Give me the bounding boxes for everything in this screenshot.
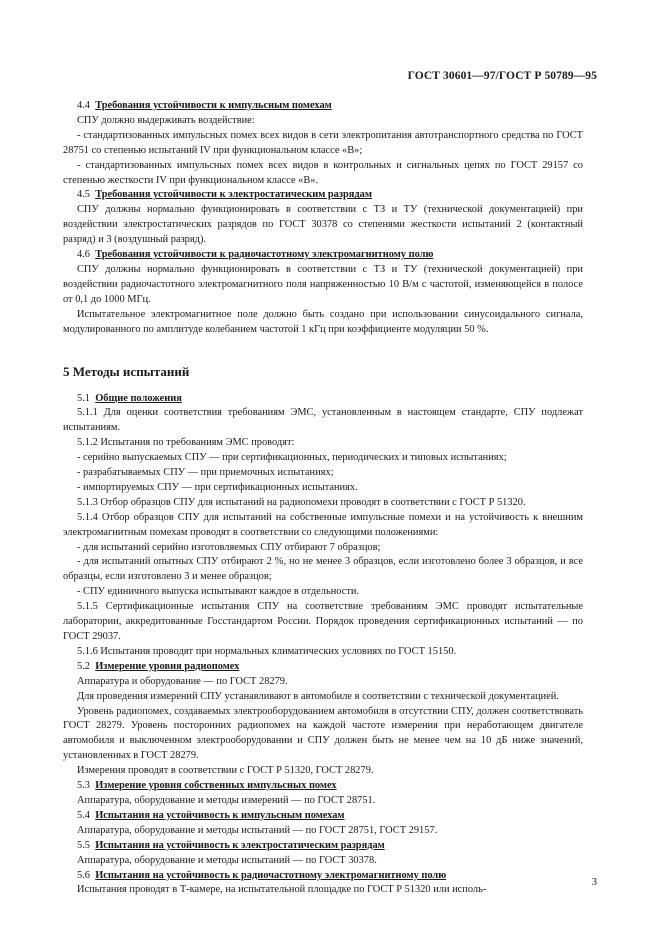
paragraph: Аппаратура и оборудование — по ГОСТ 28279. <box>77 675 288 687</box>
paragraph: 5.1.5 Сертификационные испытания СПУ на соответствие требованиям ЭМС проводят испытательные лаборатории, аккредитованные Госстандартом России. Порядок проведения сертификационных испытаний — по ГОСТ 29037. <box>63 601 583 642</box>
section-5-4-heading <box>63 809 583 824</box>
paragraph: Испытания проводят в Т-камере, на испытательной площадке по ГОСТ Р 51320 или исполь- <box>77 884 487 896</box>
paragraph: Аппаратура, оборудование и методы испытаний — по ГОСТ 30378. <box>77 854 377 866</box>
section-number: 5.6 <box>77 869 90 881</box>
list-item: - стандартизованных импульсных помех всех видов в сети электропитания автотранспортного средства по ГОСТ 28751 со степенью испытаний IV при функциональном классе «В»; <box>63 129 583 156</box>
list-item: - стандартизованных импульсных помех всех видов в контрольных и сигнальных цепях по ГОСТ 29157 со степенью жесткости IV при функциональном классе «В». <box>63 159 583 186</box>
paragraph: 5.1.4 Отбор образцов СПУ для испытаний на собственные импульсные помехи и на устойчивость к внешним электромагнитным помехам проводят в соответствии со следующими положениями: <box>63 511 583 538</box>
section-number: 5.4 <box>77 809 90 821</box>
paragraph: 5.1.3 Отбор образцов СПУ для испытаний на радиопомехи проводят в соответствии с ГОСТ Р 51320. <box>77 496 526 508</box>
list-item: - серийно выпускаемых СПУ — при сертификационных, периодических и типовых испытаниях; <box>77 452 507 464</box>
list-item: - разрабатываемых СПУ — при приемочных испытаниях; <box>77 467 334 479</box>
list-item: - СПУ единичного выпуска испытывают каждое в отдельности. <box>77 586 360 598</box>
paragraph: 5.1.6 Испытания проводят при нормальных климатических условиях по ГОСТ 15150. <box>77 645 457 657</box>
paragraph: Аппаратура, оборудование и методы измерений — по ГОСТ 28751. <box>77 794 376 806</box>
section-number: 5.5 <box>77 839 90 851</box>
section-number: 4.4 <box>77 100 90 111</box>
section-title: Требования устойчивости к радиочастотному электромагнитному полю <box>95 249 434 261</box>
section-4-5-heading <box>63 188 583 203</box>
list-item: - импортируемых СПУ — при сертификационных испытаниях. <box>77 481 358 493</box>
section-4-4-heading <box>63 99 583 114</box>
section-number: 5.1 <box>77 392 90 404</box>
page-number: 3 <box>591 877 597 888</box>
section-4-6-heading <box>63 248 583 263</box>
paragraph: СПУ должно выдерживать воздействие: <box>77 114 255 126</box>
section-title: Испытания на устойчивость к импульсным помехам <box>95 809 345 821</box>
section-5-2-heading <box>63 660 583 675</box>
paragraph: Испытательное электромагнитное поле должно быть создано при использовании синусоидального сигнала, модулированного по амплитуде колебанием частотой 1 кГц при коэффициенте модуляции 50 %. <box>63 308 583 335</box>
section-5-1-heading <box>63 392 583 407</box>
section-number: 4.5 <box>77 189 90 201</box>
section-title: Испытания на устойчивость к электростатическим разрядам <box>95 839 385 851</box>
section-number: 5.2 <box>77 660 90 672</box>
section-5-3-heading <box>63 779 583 794</box>
paragraph: СПУ должны нормально функционировать в соответствии с ТЗ и ТУ (технической документацией) при воздействии электростатических разрядов по ГОСТ 30378 со степенями жесткости испытаний 2 (контактный разряд) и 3 (воздушный разряд). <box>63 204 583 246</box>
paragraph: 5.1.2 Испытания по требованиям ЭМС проводят: <box>77 437 295 449</box>
section-number: 5.3 <box>77 780 90 792</box>
section-5-6-heading <box>63 869 583 884</box>
paragraph: СПУ должны нормально функционировать в соответствии с ТЗ и ТУ (технической документацией) при воздействии радиочастотного электромагнитного поля напряженностью 10 В/м с частотой, изменяющейся в полосе от 0,1 до 1000 МГц. <box>63 263 583 305</box>
paragraph: Измерения проводят в соответствии с ГОСТ Р 51320, ГОСТ 28279. <box>77 765 374 777</box>
list-item: - для испытаний серийно изготовляемых СПУ отбирают 7 образцов; <box>77 541 381 553</box>
paragraph: 5.1.1 Для оценки соответствия требованиям ЭМС, установленным в настоящем стандарте, СПУ подлежат испытаниям. <box>63 407 583 434</box>
section-title: Измерение уровня собственных импульсных помех <box>95 780 337 792</box>
paragraph: Уровень радиопомех, создаваемых электрооборудованием автомобиля в отсутствии СПУ, должен соответствовать ГОСТ 28279. Уровень посторонних радиопомех на каждой частоте измерения при неработающем двигателе автомобиля и выключенном электрооборудовании и СПУ должен быть не менее чем на 10 дБ ниже значений, установленных в ГОСТ 28279. <box>63 705 583 762</box>
paragraph: Аппаратура, оборудование и методы испытаний — по ГОСТ 28751, ГОСТ 29157. <box>77 824 438 836</box>
section-title: Требования устойчивости к импульсным помехам <box>95 100 332 111</box>
section-5-5-heading <box>63 839 583 854</box>
section-title: Испытания на устойчивость к радиочастотному электромагнитному полю <box>95 869 447 881</box>
section-number: 4.6 <box>77 249 90 261</box>
section-5-title: 5 Методы испытаний <box>63 363 190 379</box>
section-title: Измерение уровня радиопомех <box>95 660 240 672</box>
section-title: Требования устойчивости к электростатическим разрядам <box>95 189 372 201</box>
document-code-header: ГОСТ 30601—97/ГОСТ Р 50789—95 <box>407 70 597 82</box>
section-title: Общие положения <box>95 392 182 404</box>
list-item: - для испытаний опытных СПУ отбирают 2 %, но не менее 3 образцов, если изготовлено более 3 образцов, и все образцы, если изготовлено 3 и менее образцов; <box>63 556 583 583</box>
paragraph: Для проведения измерений СПУ устанавливают в автомобиле в соответствии с технической документацией. <box>77 690 559 702</box>
page-body <box>63 99 583 898</box>
